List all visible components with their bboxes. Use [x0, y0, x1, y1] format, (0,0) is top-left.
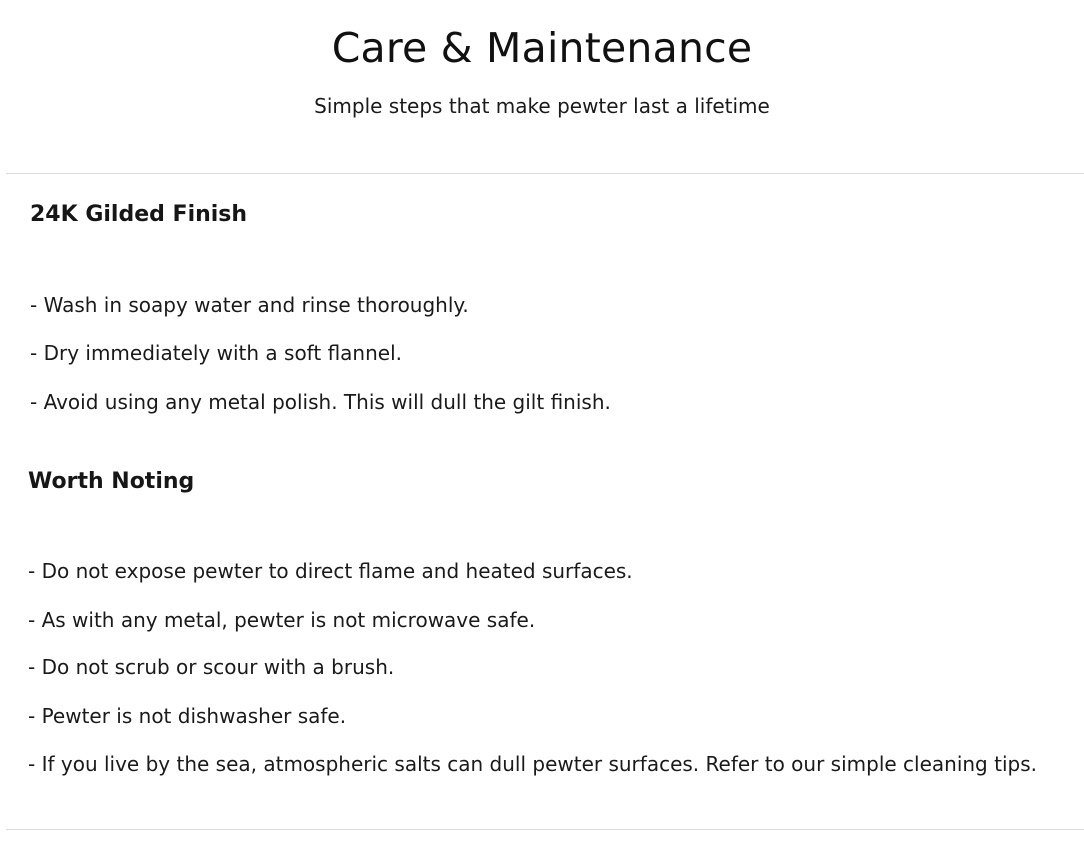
- list-item: - If you live by the sea, atmospheric salts can dull pewter surfaces. Refer to our simple cleaning tips.: [28, 752, 1037, 776]
- list-item: - Do not expose pewter to direct flame and heated surfaces.: [28, 559, 633, 583]
- top-divider: [6, 173, 1084, 174]
- list-item: - Wash in soapy water and rinse thoroughly.: [30, 293, 469, 317]
- list-item: - Pewter is not dishwasher safe.: [28, 704, 347, 728]
- section-heading-gilded-finish: 24K Gilded Finish: [30, 202, 248, 227]
- list-item: - Dry immediately with a soft flannel.: [30, 341, 402, 365]
- list-item: - As with any metal, pewter is not microwave safe.: [28, 608, 536, 632]
- list-item: - Avoid using any metal polish. This will dull the gilt finish.: [30, 390, 611, 414]
- section-heading-worth-noting: Worth Noting: [28, 469, 195, 494]
- page-title: Care & Maintenance: [331, 24, 753, 72]
- list-item: - Do not scrub or scour with a brush.: [28, 655, 395, 679]
- bottom-divider: [6, 829, 1084, 830]
- page-subtitle: Simple steps that make pewter last a lifetime: [314, 94, 770, 118]
